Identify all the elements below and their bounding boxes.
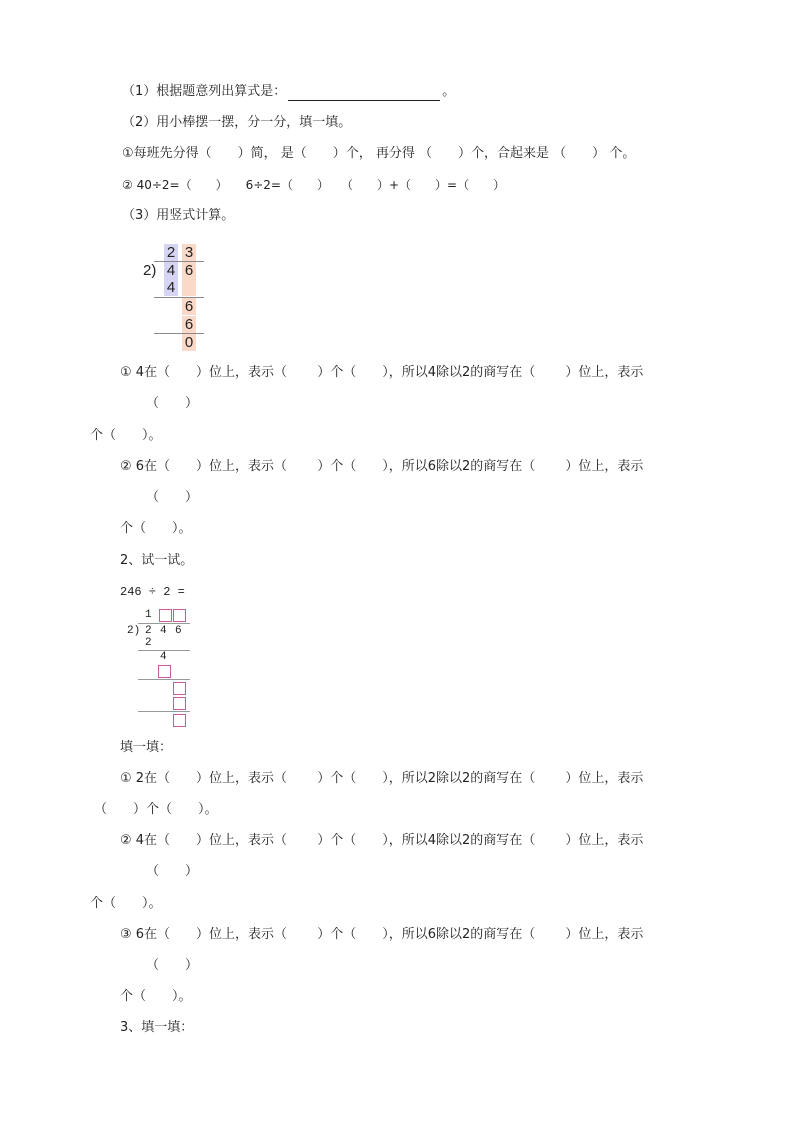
- divisor: 2): [143, 262, 157, 279]
- step1-digit: 2: [145, 637, 152, 649]
- q1-part2-label: （2）用小棒摆一摆，分一分，填一填。: [122, 115, 352, 130]
- q2-fill3-line2: （ ）: [146, 958, 199, 973]
- answer-box-step-ones-2[interactable]: [173, 697, 186, 710]
- q1-part1: [122, 83, 455, 101]
- q1-fill2-line2: （ ）: [146, 490, 199, 505]
- q1-part2-line2: ② 40÷2=（ ） 6÷2=（ ） （ ）+（ ）=（ ）: [122, 178, 506, 192]
- divisor: 2): [127, 625, 141, 637]
- subtract-line-1: [154, 297, 204, 298]
- q1-part1-label: （1）根据题意列出算式是：: [122, 84, 287, 99]
- q1-fill2-line1: ② 6在（ ）位上，表示（ ）个（ ），所以6除以2的商写在（ ）位上，表示: [120, 459, 644, 474]
- answer-box-remainder[interactable]: [173, 714, 186, 727]
- q2-fill3-line1: ③ 6在（ ）位上，表示（ ）个（ ），所以6除以2的商写在（ ）位上，表示: [120, 927, 644, 942]
- dividend-digit-tens: 4: [164, 262, 178, 279]
- subtract-line-3: [138, 711, 190, 712]
- step2-digit: 4: [160, 651, 167, 663]
- q2-fill2-line3: 个（ ）。: [90, 896, 162, 911]
- subtract-line-2: [154, 333, 204, 334]
- dividend-digit-ones: 6: [182, 262, 196, 279]
- long-division-244: [140, 241, 210, 353]
- q2-fill3-line3: 个（ ）。: [120, 989, 192, 1004]
- q2-title: 2、试一试。: [120, 553, 194, 568]
- q1-part2-line1: ①每班先分得（ ）简， 是（ ）个， 再分得 （ ）个，合起来是 （ ） 个。: [122, 146, 636, 161]
- dividend-digit-tens: 4: [160, 625, 167, 637]
- answer-box-step-ones-1[interactable]: [173, 682, 186, 695]
- quotient-digit-hundreds: 1: [145, 609, 152, 621]
- answer-box-step-tens[interactable]: [158, 665, 171, 678]
- q2-fill2-line2: （ ）: [146, 864, 199, 879]
- remainder-digit: 0: [182, 334, 196, 351]
- answer-box-quotient-tens[interactable]: [159, 609, 172, 622]
- q1-fill1-line3: 个（ ）。: [90, 428, 162, 443]
- step1-digit: 4: [164, 279, 178, 296]
- quotient-digit-tens: 2: [164, 244, 178, 261]
- step3-digit: 6: [182, 316, 196, 333]
- q2-fill1-line1: ① 2在（ ）位上，表示（ ）个（ ），所以2除以2的商写在（ ）位上，表示: [120, 771, 644, 786]
- answer-blank-line[interactable]: [288, 86, 440, 101]
- dividend-digit-hundreds: 2: [145, 625, 152, 637]
- q3-title: 3、填一填：: [120, 1020, 194, 1035]
- peach-filler: [182, 279, 196, 296]
- q1-fill1-line2: （ ）: [146, 396, 199, 411]
- answer-box-quotient-ones[interactable]: [173, 609, 186, 622]
- division-bar: [154, 261, 204, 262]
- subtract-line-2: [138, 679, 190, 680]
- q1-part3-label: （3）用竖式计算。: [122, 208, 235, 223]
- q1-part1-end: 。: [442, 84, 456, 99]
- q1-fill1-line1: ① 4在（ ）位上，表示（ ）个（ ），所以4除以2的商写在（ ）位上，表示: [120, 365, 644, 380]
- q2-fill2-line1: ② 4在（ ）位上，表示（ ）个（ ），所以4除以2的商写在（ ）位上，表示: [120, 833, 644, 848]
- q1-fill2-line3: 个（ ）。: [120, 521, 192, 536]
- step2-digit: 6: [182, 298, 196, 315]
- q2-fill-title: 填一填：: [120, 740, 173, 755]
- q2-fill1-line2: （ ）个（ ）。: [94, 802, 218, 817]
- long-division-246: [124, 606, 204, 730]
- quotient-digit-ones: 3: [182, 244, 196, 261]
- division-bar: [138, 623, 190, 624]
- q2-equation: 246 ÷ 2 =: [120, 585, 185, 599]
- dividend-digit-ones: 6: [175, 625, 182, 637]
